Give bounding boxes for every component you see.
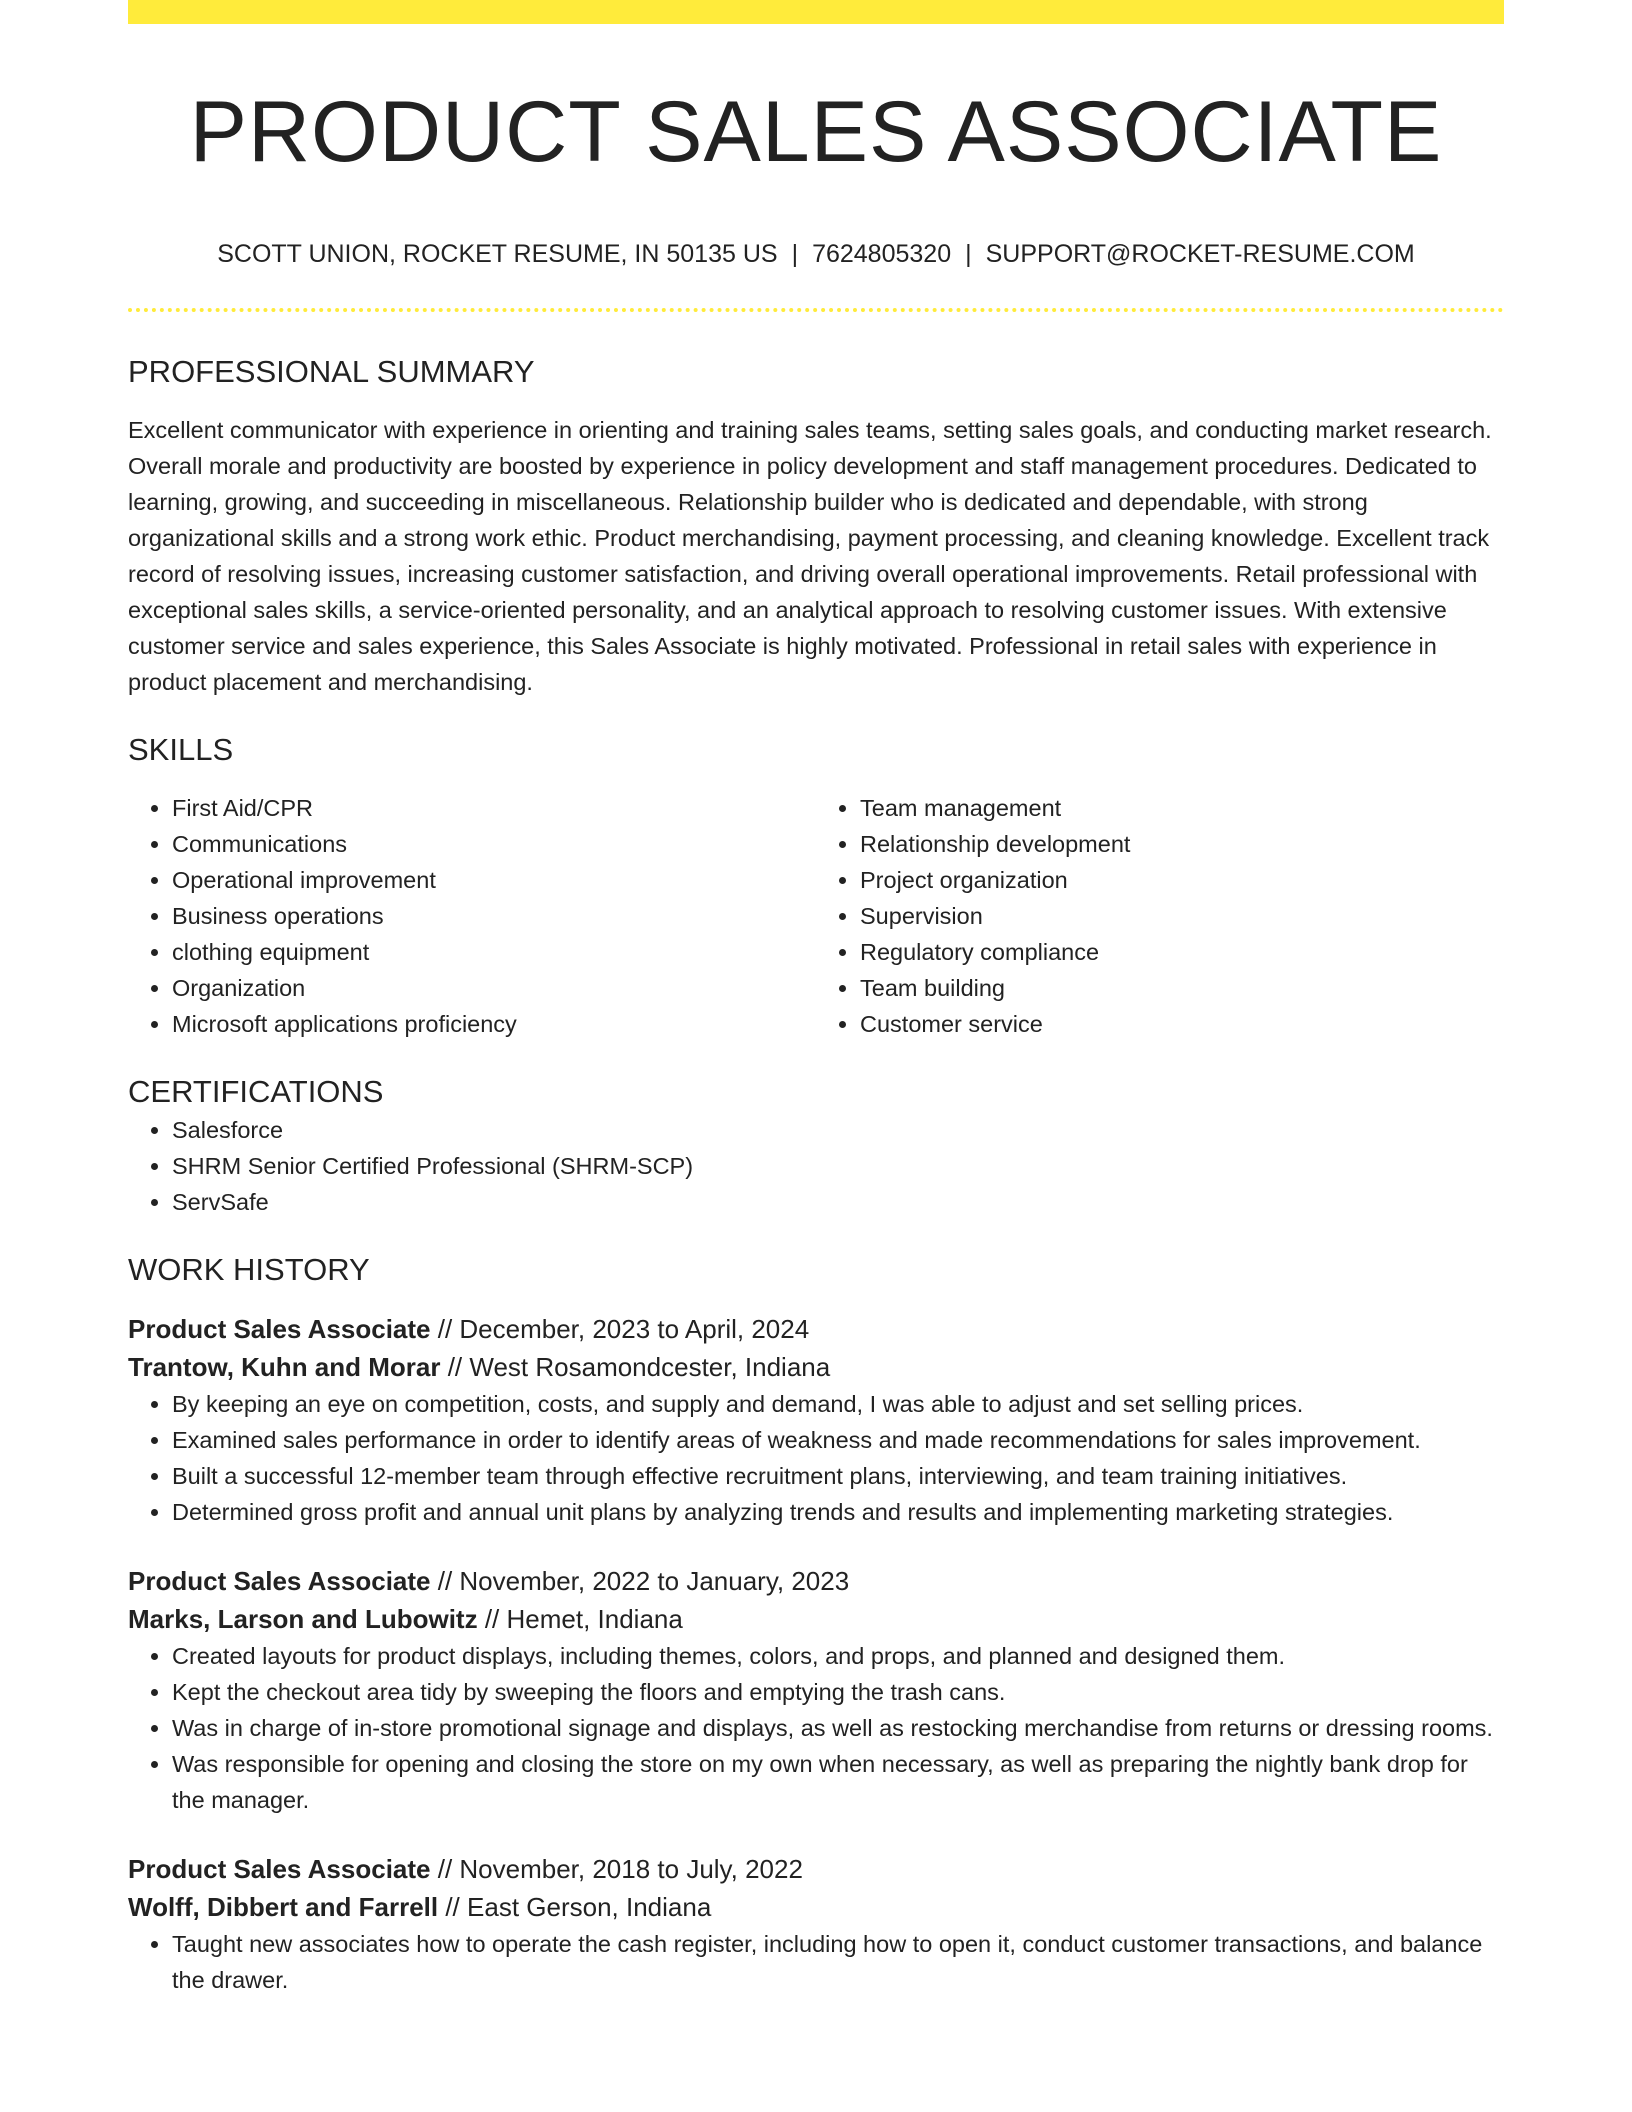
top-accent-bar [128, 0, 1504, 24]
dotted-divider [128, 308, 1504, 312]
job-location: East Gerson, Indiana [467, 1892, 712, 1922]
contact-email: SUPPORT@ROCKET-RESUME.COM [985, 240, 1415, 268]
job-separator: // [440, 1352, 470, 1382]
job-title-line [128, 1850, 1504, 1888]
job-dates: December, 2023 to April, 2024 [459, 1314, 810, 1344]
skill-item: • Supervision [860, 898, 1504, 934]
job-title: Product Sales Associate [128, 1854, 431, 1884]
job-company-line [128, 1600, 1504, 1638]
skill-item: • clothing equipment [172, 934, 816, 970]
job-company: Trantow, Kuhn and Morar [128, 1352, 441, 1382]
skill-item: • Relationship development [860, 826, 1504, 862]
job-bullet: • Taught new associates how to operate the cash register, including how to open it, conduct customer transactions, and balance the drawer. [172, 1926, 1504, 1998]
skills-grid [128, 790, 1504, 1042]
job-company: Marks, Larson and Lubowitz [128, 1604, 478, 1634]
job-bullet: • By keeping an eye on competition, costs, and supply and demand, I was able to adjust and set selling prices. [172, 1386, 1504, 1422]
job-title: Product Sales Associate [128, 1314, 431, 1344]
job-bullet: • Was in charge of in-store promotional signage and displays, as well as restocking merchandise from returns or dressing rooms. [172, 1710, 1504, 1746]
job-bullet: • Was responsible for opening and closing the store on my own when necessary, as well as preparing the nightly bank drop for the manager. [172, 1746, 1504, 1818]
job-entry [128, 1562, 1504, 1818]
job-title-line [128, 1562, 1504, 1600]
skill-item: • Microsoft applications proficiency [172, 1006, 816, 1042]
skill-item: • Customer service [860, 1006, 1504, 1042]
job-bullets [128, 1638, 1504, 1818]
skill-item: • Regulatory compliance [860, 934, 1504, 970]
contact-phone: 7624805320 [812, 240, 952, 268]
job-entry [128, 1850, 1504, 1998]
summary-heading: PROFESSIONAL SUMMARY [128, 354, 535, 389]
skills-list-right [816, 790, 1504, 1042]
job-company-line [128, 1348, 1504, 1386]
job-separator: // [430, 1314, 460, 1344]
job-dates: November, 2018 to July, 2022 [459, 1854, 803, 1884]
skill-item: • Team management [860, 790, 1504, 826]
skills-list-left [128, 790, 816, 1042]
job-bullets [128, 1386, 1504, 1530]
resume-title: PRODUCT SALES ASSOCIATE [189, 84, 1443, 180]
job-title: Product Sales Associate [128, 1566, 431, 1596]
skill-item: • First Aid/CPR [172, 790, 816, 826]
job-separator: // [430, 1854, 460, 1884]
job-dates: November, 2022 to January, 2023 [459, 1566, 850, 1596]
job-bullet: • Examined sales performance in order to identify areas of weakness and made recommendations for sales improvement. [172, 1422, 1504, 1458]
skill-item: • Business operations [172, 898, 816, 934]
job-entry [128, 1310, 1504, 1530]
job-bullet: • Kept the checkout area tidy by sweeping the floors and emptying the trash cans. [172, 1674, 1504, 1710]
skill-item: • Communications [172, 826, 816, 862]
skill-item: • Organization [172, 970, 816, 1006]
certification-item: • ServSafe [172, 1184, 1504, 1220]
resume-page [128, 0, 1504, 1998]
certifications-heading: CERTIFICATIONS [128, 1074, 384, 1109]
job-separator: // [430, 1566, 460, 1596]
contact-address: SCOTT UNION, ROCKET RESUME, IN 50135 US [217, 240, 778, 268]
skill-item: • Team building [860, 970, 1504, 1006]
job-company-line [128, 1888, 1504, 1926]
job-separator: // [438, 1892, 468, 1922]
work-history-heading: WORK HISTORY [128, 1252, 370, 1287]
certification-item: • Salesforce [172, 1112, 1504, 1148]
summary-text: Excellent communicator with experience in orienting and training sales teams, setting sales goals, and conducting market research. Overall morale and productivity are boosted by experience in policy development and staff management procedures. Dedicated to learning, growing, and succeeding in miscellaneous. Relationship builder who is dedicated and dependable, with strong organizational skills and a strong work ethic. Product merchandising, payment processing, and cleaning knowledge. Excellent track record of resolving issues, increasing customer satisfaction, and driving overall operational improvements. Retail professional with exceptional sales skills, a service-oriented personality, and an analytical approach to resolving customer issues. With extensive customer service and sales experience, this Sales Associate is highly motivated. Professional in retail sales with experience in product placement and merchandising. [128, 417, 1492, 695]
job-location: West Rosamondcester, Indiana [469, 1352, 831, 1382]
contact-separator: | [965, 240, 972, 268]
contact-info [128, 238, 1504, 270]
job-company: Wolff, Dibbert and Farrell [128, 1892, 439, 1922]
job-bullet: • Created layouts for product displays, including themes, colors, and props, and planned and designed them. [172, 1638, 1504, 1674]
skills-heading: SKILLS [128, 732, 234, 767]
job-bullet: • Built a successful 12-member team through effective recruitment plans, interviewing, and team training initiatives. [172, 1458, 1504, 1494]
job-location: Hemet, Indiana [506, 1604, 683, 1634]
job-bullets [128, 1926, 1504, 1998]
skill-item: • Project organization [860, 862, 1504, 898]
contact-separator: | [791, 240, 799, 268]
certifications-list [128, 1112, 1504, 1220]
skill-item: • Operational improvement [172, 862, 816, 898]
job-separator: // [477, 1604, 507, 1634]
job-bullet: • Determined gross profit and annual unit plans by analyzing trends and results and implementing marketing strategies. [172, 1494, 1504, 1530]
job-title-line [128, 1310, 1504, 1348]
certification-item: • SHRM Senior Certified Professional (SHRM-SCP) [172, 1148, 1504, 1184]
